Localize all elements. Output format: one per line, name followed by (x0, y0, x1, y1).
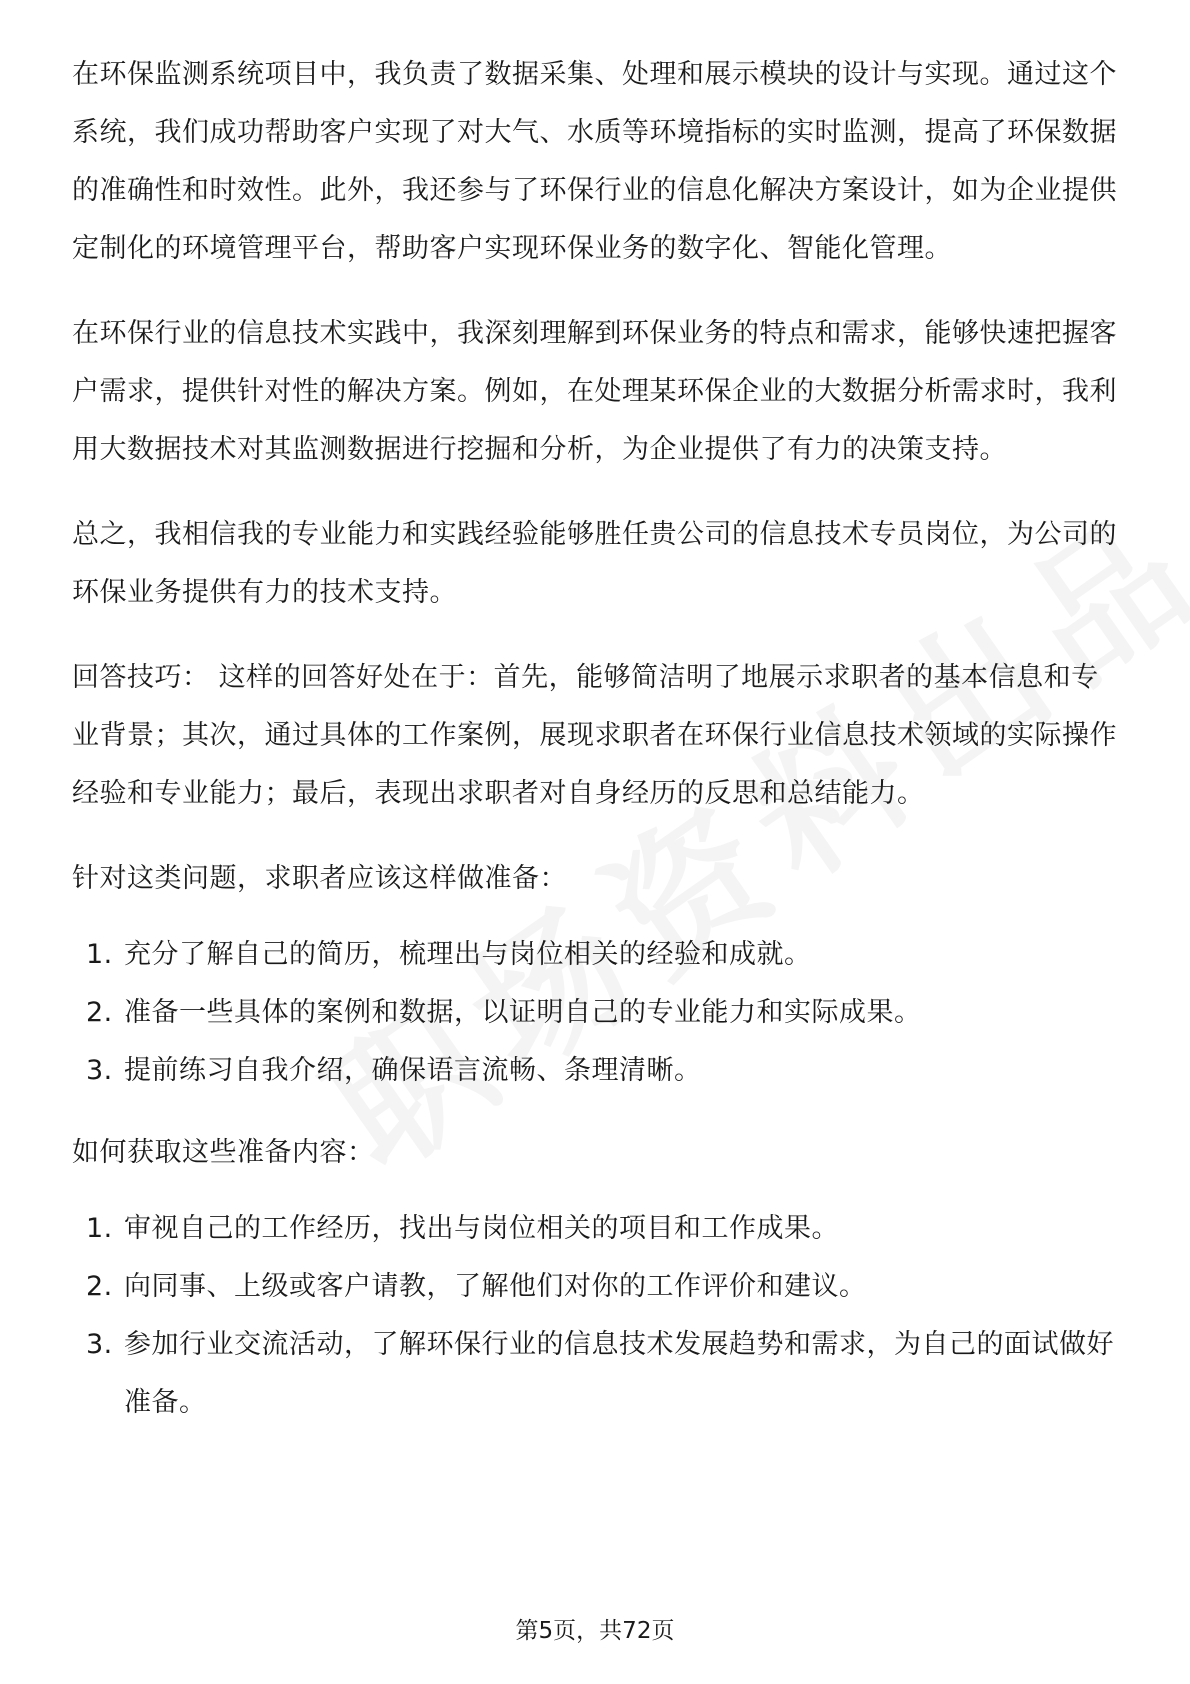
preparation-list (72, 926, 1118, 1100)
list-item-number: 2. (86, 997, 113, 1028)
list-item-number: 1. (86, 939, 113, 970)
list-item-text: 参加行业交流活动，了解环保行业的信息技术发展趋势和需求，为自己的面试做好准备。 (124, 1329, 1114, 1418)
list-item (72, 1200, 1118, 1258)
list-item-number: 3. (86, 1329, 113, 1360)
list-item-text: 充分了解自己的简历，梳理出与岗位相关的经验和成就。 (124, 939, 812, 970)
page-number-footer: 第5页，共72页 (515, 1618, 675, 1644)
list-item (72, 926, 1118, 984)
obtain-list (72, 1200, 1118, 1432)
list-item-text: 审视自己的工作经历，找出与岗位相关的项目和工作成果。 (124, 1213, 839, 1244)
list-item-text: 提前练习自我介绍，确保语言流畅、条理清晰。 (124, 1055, 702, 1086)
list-item-number: 3. (86, 1055, 113, 1086)
list-item-text: 准备一些具体的案例和数据，以证明自己的专业能力和实际成果。 (124, 997, 922, 1028)
list-item-number: 2. (86, 1271, 113, 1302)
paragraph-preparation-intro: 针对这类问题，求职者应该这样做准备： (72, 863, 567, 894)
list-item-number: 1. (86, 1213, 113, 1244)
list-item (72, 1258, 1118, 1316)
list-item (72, 984, 1118, 1042)
paragraph-conclusion: 总之，我相信我的专业能力和实践经验能够胜任贵公司的信息技术专员岗位，为公司的环保业务提供有力的技术支持。 (72, 519, 1117, 608)
list-item (72, 1316, 1118, 1432)
list-item-text: 向同事、上级或客户请教，了解他们对你的工作评价和建议。 (124, 1271, 867, 1302)
paragraph-it-practice: 在环保行业的信息技术实践中，我深刻理解到环保业务的特点和需求，能够快速把握客户需求，提供针对性的解决方案。例如，在处理某环保企业的大数据分析需求时，我利用大数据技术对其监测数据进行挖掘和分析，为企业提供了有力的决策支持。 (72, 318, 1117, 465)
paragraph-answer-tips: 回答技巧： 这样的回答好处在于：首先，能够简洁明了地展示求职者的基本信息和专业背景；其次，通过具体的工作案例，展现求职者在环保行业信息技术领域的实际操作经验和专业能力；最后，表现出求职者对自身经历的反思和总结能力。 (72, 662, 1117, 809)
list-item (72, 1042, 1118, 1100)
paragraph-project-experience: 在环保监测系统项目中，我负责了数据采集、处理和展示模块的设计与实现。通过这个系统，我们成功帮助客户实现了对大气、水质等环境指标的实时监测，提高了环保数据的准确性和时效性。此外，我还参与了环保行业的信息化解决方案设计，如为企业提供定制化的环境管理平台，帮助客户实现环保业务的数字化、智能化管理。 (72, 59, 1117, 264)
document-page (72, 46, 1118, 1456)
paragraph-how-to-obtain: 如何获取这些准备内容： (72, 1137, 375, 1168)
